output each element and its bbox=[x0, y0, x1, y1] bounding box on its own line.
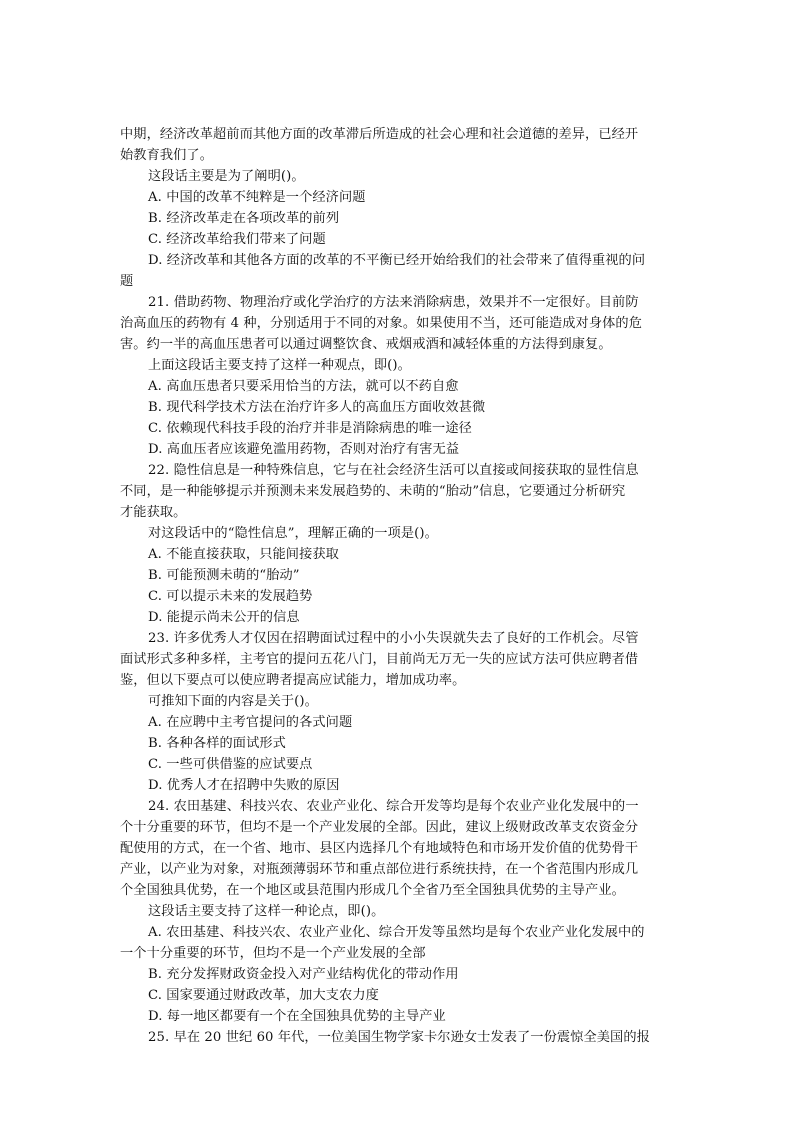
paragraph-line: 个十分重要的环节，但均不是一个产业发展的全部。因此，建议上级财政改革支农资金分 bbox=[120, 820, 639, 835]
question-stem: 上面这段话主要支持了这样一种观点，即()。 bbox=[148, 358, 411, 373]
option-d: D. 每一地区都要有一个在全国独具优势的主导产业 bbox=[148, 1009, 446, 1024]
paragraph-line: 才能获取。 bbox=[120, 505, 187, 520]
paragraph-line: 面试形式多种多样，主考官的提问五花八门，目前尚无万无一失的应试方法可供应聘者借 bbox=[120, 652, 639, 667]
option-b: B. 充分发挥财政资金投入对产业结构优化的带动作用 bbox=[148, 967, 459, 982]
option-a: A. 高血压患者只要采用恰当的方法，就可以不药自愈 bbox=[148, 379, 459, 394]
paragraph-line: 始教育我们了。 bbox=[120, 148, 214, 163]
question-stem: 这段话主要是为了阐明()。 bbox=[148, 169, 305, 184]
option-d: D. 高血压者应该避免滥用药物，否则对治疗有害无益 bbox=[148, 442, 460, 457]
option-a-continued: 一个十分重要的环节，但均不是一个产业发展的全部 bbox=[120, 946, 426, 961]
option-a: A. 中国的改革不纯粹是一个经济问题 bbox=[148, 190, 366, 205]
paragraph-line: 治高血压的药物有 4 种，分别适用于不同的对象。如果使用不当，还可能造成对身体的危 bbox=[120, 316, 642, 331]
option-a: A. 农田基建、科技兴农、农业产业化、综合开发等虽然均是每个农业产业化发展中的 bbox=[148, 925, 645, 940]
question-stem: 对这段话中的“隐性信息”，理解正确的一项是()。 bbox=[148, 526, 438, 541]
paragraph-line: 鉴，但以下要点可以使应聘者提高应试能力，增加成功率。 bbox=[120, 673, 466, 688]
option-c: C. 依赖现代科技手段的治疗并非是消除病患的唯一途径 bbox=[148, 421, 472, 436]
question-22-text: 22. 隐性信息是一种特殊信息，它与在社会经济生活可以直接或间接获取的显性信息 bbox=[148, 463, 639, 478]
option-c: C. 可以提示未来的发展趋势 bbox=[148, 589, 313, 604]
paragraph-line: 配使用的方式，在一个省、地市、县区内选择几个有地域特色和市场开发价值的优势骨干 bbox=[120, 841, 639, 856]
question-23-text: 23. 许多优秀人才仅因在招聘面试过程中的小小失误就失去了良好的工作机会。尽管 bbox=[148, 631, 639, 646]
option-b: B. 各种各样的面试形式 bbox=[148, 736, 286, 751]
option-c: C. 经济改革给我们带来了问题 bbox=[148, 232, 326, 247]
option-c: C. 一些可供借鉴的应试要点 bbox=[148, 757, 313, 772]
paragraph-line: 害。约一半的高血压患者可以通过调整饮食、戒烟戒酒和减轻体重的方法得到康复。 bbox=[120, 337, 612, 352]
paragraph-line: 中期，经济改革超前而其他方面的改革滞后所造成的社会心理和社会道德的差异，已经开 bbox=[120, 127, 639, 142]
option-c: C. 国家要通过财政改革，加大支农力度 bbox=[148, 988, 379, 1003]
paragraph-line: 个全国独具优势，在一个地区或县范围内形成几个全省乃至全国独具优势的主导产业。 bbox=[120, 883, 625, 898]
question-25-text: 25. 早在 20 世纪 60 年代，一位美国生物学家卡尔逊女士发表了一份震惊全美国的报 bbox=[148, 1030, 650, 1045]
option-d: D. 经济改革和其他各方面的改革的不平衡已经开始给我们的社会带来了值得重视的问 bbox=[148, 253, 646, 268]
question-24-text: 24. 农田基建、科技兴农、农业产业化、综合开发等均是每个农业产业化发展中的一 bbox=[148, 799, 639, 814]
option-b: B. 经济改革走在各项改革的前列 bbox=[148, 211, 340, 226]
paragraph-line: 不同，是一种能够提示并预测未来发展趋势的、未萌的“胎动”信息，它要通过分析研究 bbox=[120, 484, 626, 499]
option-b: B. 现代科学技术方法在治疗许多人的高血压方面收效甚微 bbox=[148, 400, 486, 415]
option-d: D. 优秀人才在招聘中失败的原因 bbox=[148, 778, 340, 793]
option-d: D. 能提示尚未公开的信息 bbox=[148, 610, 300, 625]
option-a: A. 在应聘中主考官提问的各式问题 bbox=[148, 715, 353, 730]
question-stem: 可推知下面的内容是关于()。 bbox=[148, 694, 318, 709]
option-a: A. 不能直接获取，只能间接获取 bbox=[148, 547, 339, 562]
option-d-continued: 题 bbox=[120, 274, 134, 289]
question-stem: 这段话主要支持了这样一种论点，即()。 bbox=[148, 904, 385, 919]
option-b: B. 可能预测未萌的“胎动” bbox=[148, 568, 300, 583]
paragraph-line: 产业，以产业为对象，对瓶颈薄弱环节和重点部位进行系统扶持，在一个省范围内形成几 bbox=[120, 862, 639, 877]
question-21-text: 21. 借助药物、物理治疗或化学治疗的方法来消除病患，效果并不一定很好。目前防 bbox=[148, 295, 639, 310]
